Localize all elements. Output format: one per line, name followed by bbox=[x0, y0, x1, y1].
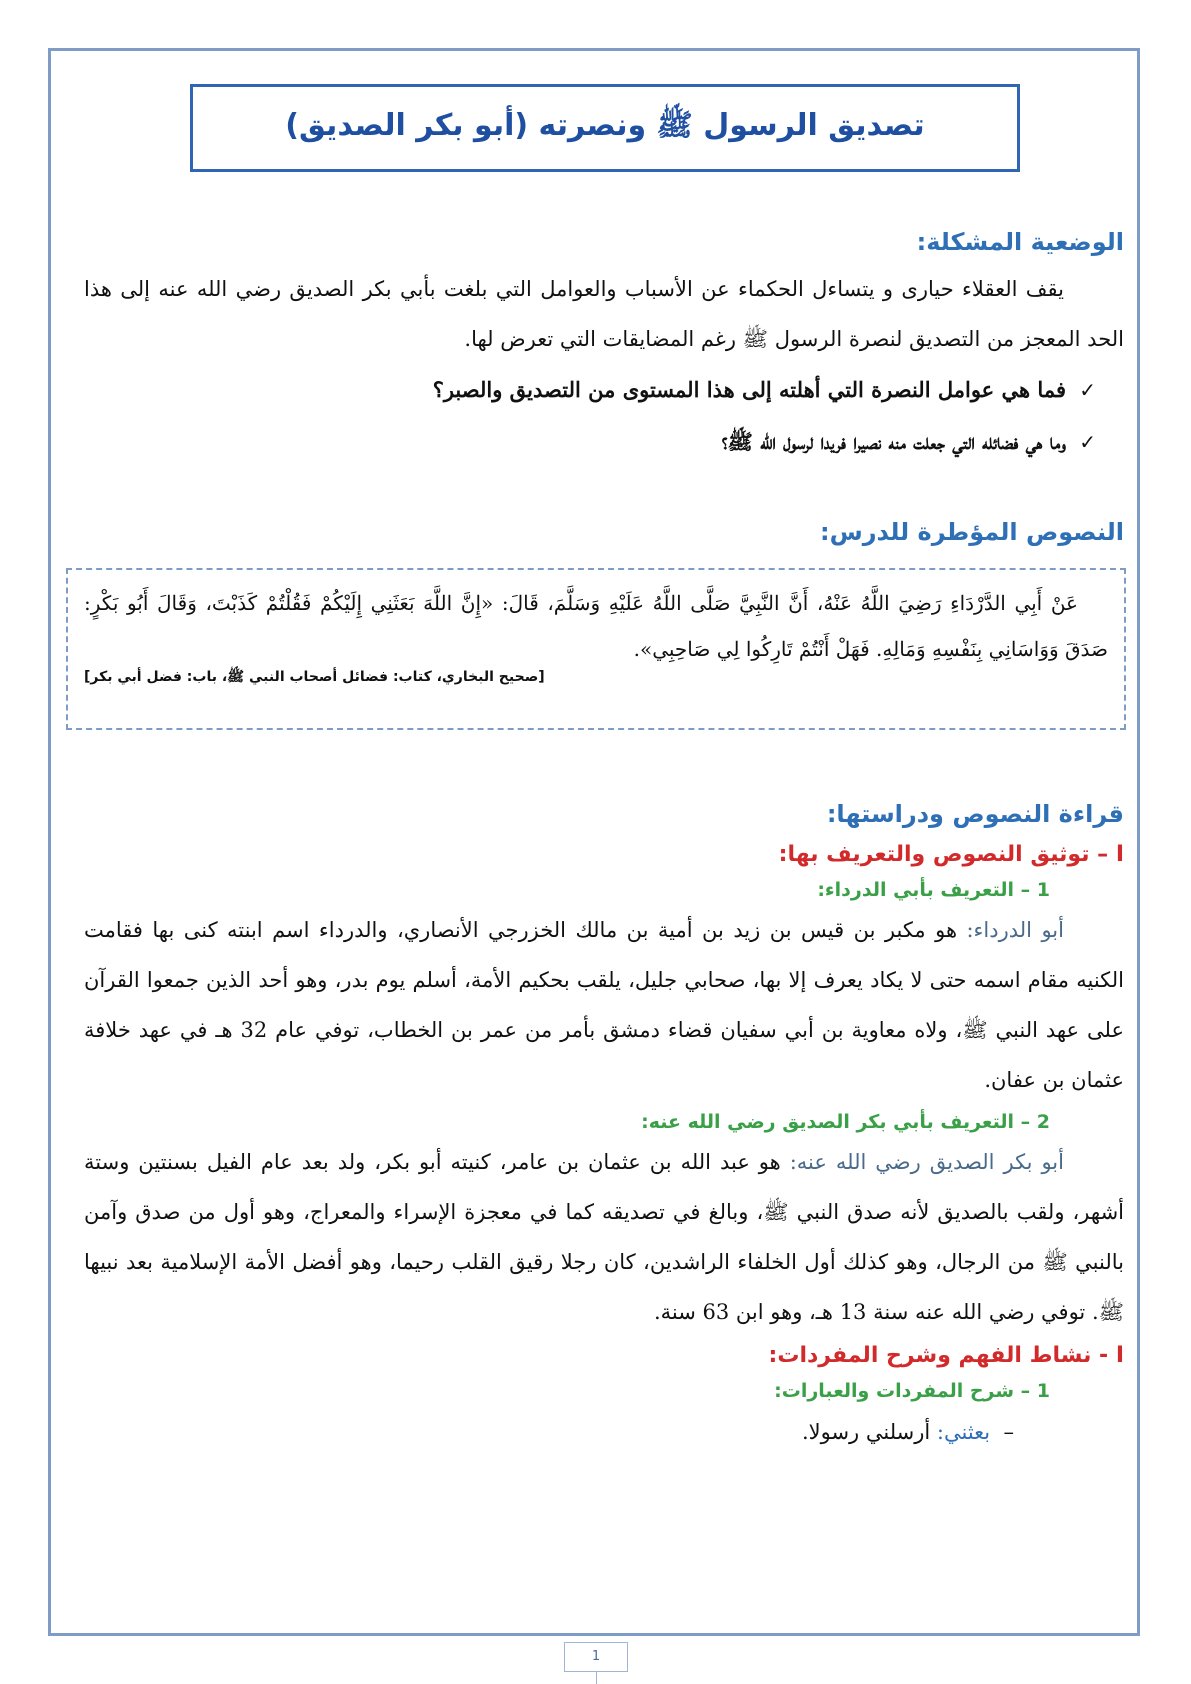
page-number-connector bbox=[596, 1672, 597, 1684]
reading-section bbox=[84, 800, 1124, 1452]
sub-vocab-heading: 1 – شرح المفردات والعبارات: bbox=[774, 1380, 1050, 1402]
problem-heading: الوضعية المشكلة: bbox=[916, 228, 1124, 256]
question-text: فما هي عوامل النصرة التي أهلته إلى هذا المستوى من التصديق والصبر؟ bbox=[432, 377, 1066, 402]
reading-heading: قراءة النصوص ودراستها: bbox=[826, 800, 1124, 828]
sub-abu-bakr-heading: 2 – التعريف بأبي بكر الصديق رضي الله عنه: bbox=[641, 1111, 1050, 1133]
question-item bbox=[84, 364, 1096, 416]
section-documentation-heading: I – توثيق النصوص والتعريف بها: bbox=[778, 842, 1124, 867]
check-icon: ✓ bbox=[1079, 378, 1096, 402]
abu-darda-text: هو مكبر بن قيس بن زيد بن أمية بن مالك الخزرجي الأنصاري، والدرداء اسم ابنته كنى بها فقامت الكنيه مقام اسمه حتى لا يكاد يعرف إلا بها، صحابي جليل، يلقب بحكيم الأمة، أسلم يوم بدر، وهو أحد الذين جمعوا القرآن على عهد النبي ﷺ، ولاه معاوية بن أبي سفيان قضاء دمشق بأمر من عمر بن الخطاب، توفي عام 32 هـ في عهد خلافة عثمان بن عفان. bbox=[84, 918, 1124, 1092]
texts-heading-wrap bbox=[84, 518, 1124, 546]
abu-darda-paragraph bbox=[84, 905, 1124, 1105]
page-number: 1 bbox=[564, 1642, 628, 1672]
section-vocab-heading: I - نشاط الفهم وشرح المفردات: bbox=[768, 1343, 1124, 1368]
question-text: وما هي فضائله التي جعلت منه نصيرا فريدا لرسول الله ﷺ؟ bbox=[721, 429, 1066, 454]
abu-darda-lead: أبو الدرداء: bbox=[966, 918, 1064, 942]
vocab-dash: – bbox=[1003, 1420, 1014, 1444]
hadith-source: [صحيح البخاري، كتاب: فضائل أصحاب النبي ﷺ، باب: فضل أبي بكر] bbox=[84, 669, 545, 685]
vocab-definition: أرسلني رسولا. bbox=[801, 1420, 937, 1444]
vocab-item bbox=[84, 1412, 1014, 1452]
vocab-term: بعثني: bbox=[936, 1420, 991, 1444]
abu-bakr-text: هو عبد الله بن عثمان بن عامر، كنيته أبو بكر، ولد بعد عام الفيل بسنتين وستة أشهر، ولقب بالصديق لأنه صدق النبي ﷺ، وبالغ في تصديقه كما في معجزة الإسراء والمعراج، وهو أول من صدق وآمن بالنبي ﷺ من الرجال، وهو كذلك أول الخلفاء الراشدين، كان رجلا رقيق القلب رحيما، وهو أفضل الأمة الإسلامية بعد نبيها ﷺ. توفي رضي الله عنه سنة 13 هـ، وهو ابن 63 سنة. bbox=[84, 1150, 1124, 1324]
problem-section bbox=[84, 228, 1124, 468]
problem-paragraph: يقف العقلاء حيارى و يتساءل الحكماء عن الأسباب والعوامل التي بلغت بأبي بكر الصديق رضي الله عنه إلى هذا الحد المعجز من التصديق لنصرة الرسول ﷺ رغم المضايقات التي تعرض لها. bbox=[84, 277, 1124, 351]
question-item bbox=[84, 416, 1096, 468]
title-box bbox=[190, 84, 1020, 172]
hadith-box bbox=[66, 568, 1126, 730]
check-icon: ✓ bbox=[1079, 430, 1096, 454]
abu-bakr-paragraph bbox=[84, 1137, 1124, 1337]
texts-heading: النصوص المؤطرة للدرس: bbox=[819, 518, 1124, 546]
page-title: تصديق الرسول ﷺ ونصرته (أبو بكر الصديق) bbox=[285, 107, 925, 143]
hadith-text: عَنْ أَبِي الدَّرْدَاءِ رَضِيَ اللَّهُ عَنْهُ، أَنَّ النَّبِيَّ صَلَّى اللَّهُ عَلَيْهِ وَسَلَّمَ، قَالَ: «إِنَّ اللَّهَ بَعَثَنِي إِلَيْكُمْ فَقُلْتُمْ كَذَبْتَ، وَقَالَ أَبُو بَكْرٍ: صَدَقَ وَوَاسَانِي بِنَفْسِهِ وَمَالِهِ. فَهَلْ أَنْتُمْ تَارِكُوا لِي صَاحِبِي». bbox=[84, 591, 1108, 661]
abu-bakr-lead: أبو بكر الصديق رضي الله عنه: bbox=[789, 1150, 1064, 1174]
questions-list bbox=[84, 364, 1096, 468]
sub-abu-darda-heading: 1 – التعريف بأبي الدرداء: bbox=[817, 879, 1050, 901]
